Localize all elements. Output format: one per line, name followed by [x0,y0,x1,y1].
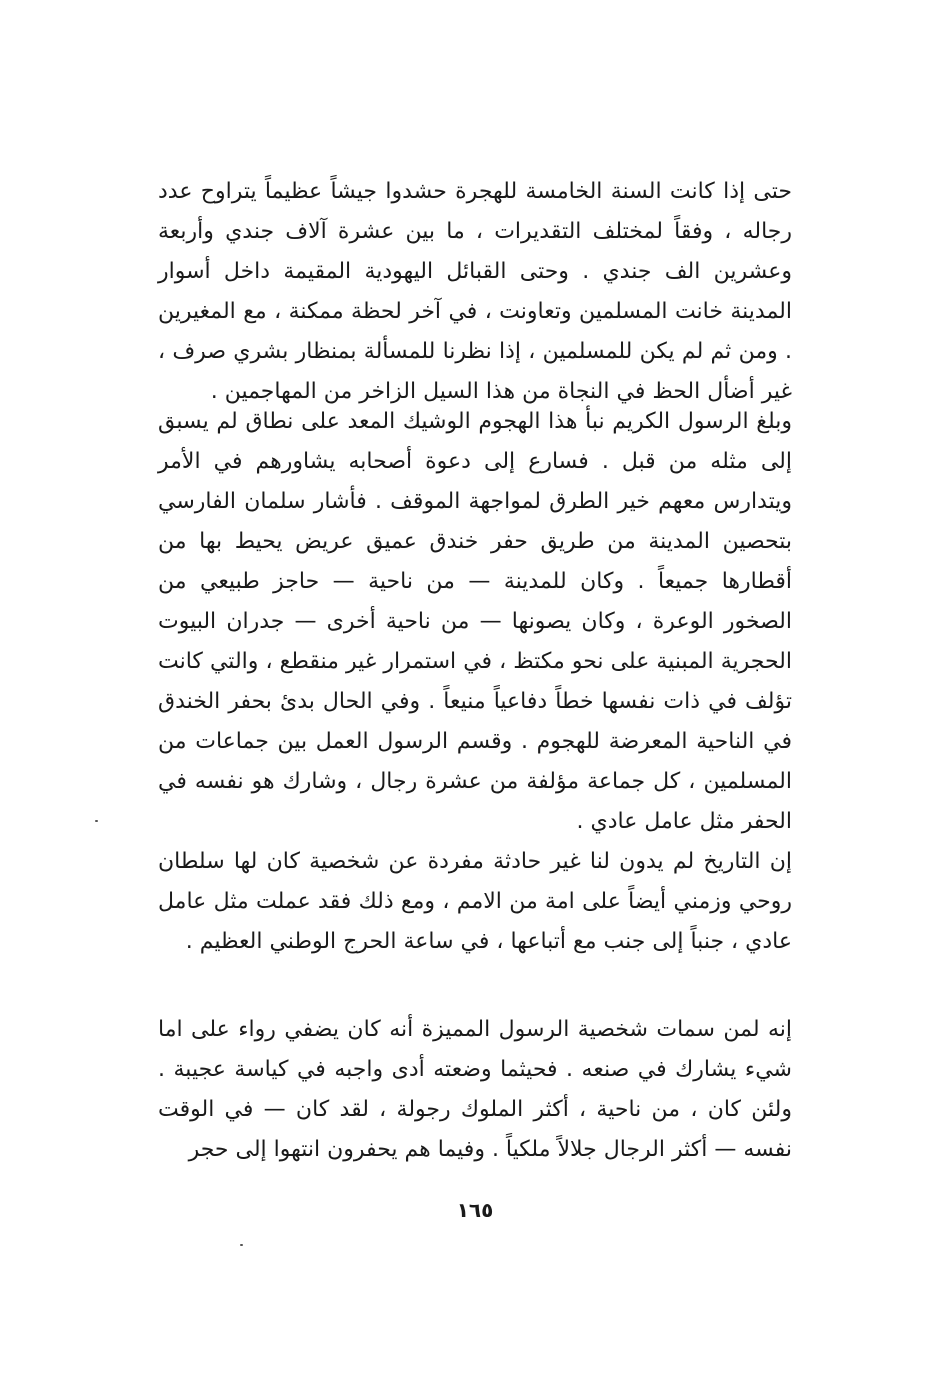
paragraph-enemy-army: حتى إذا كانت السنة الخامسة للهجرة حشدوا جيشاً عظيماً يتراوح عدد رجاله ، وفقاً لمختلف التقديرات ، ما بين عشرة آلاف جندي وأربعة وعشرين الف جندي . وحتى القبائل اليهودية المقيمة داخل أسوار المدينة خانت المسلمين وتعاونت ، في آخر لحظة ممكنة ، مع المغيرين . ومن ثم لم يكن للمسلمين ، إذا نظرنا للمسألة بمنظار بشري صرف ، غير أضأل الحظ في النجاة من هذا السيل الزاخر من المهاجمين . [158,179,792,404]
paragraph-prophet-character: إنه لمن سمات شخصية الرسول المميزة أنه كان يضفي رواء على اما شيء يشارك في صنعه . فحيثما وضعته أدى واجبه في كياسة عجيبة . ولئن كان ، من ناحية ، أكثر الملوك رجولة ، لقد كان — في الوقت نفسه — أكثر الرجال جلالاً ملكياً . وفيما هم يحفرون انتهوا إلى حجر [158,1017,792,1162]
paragraph-trench-digging: وبلغ الرسول الكريم نبأ هذا الهجوم الوشيك المعد على نطاق لم يسبق إلى مثله من قبل . فسارع إلى دعوة أصحابه يشاورهم في الأمر ويتدارس معهم خير الطرق لمواجهة الموقف . فأشار سلمان الفارسي بتحصين المدينة من طريق حفر خندق عميق عريض يحيط بها من أقطارها جميعاً . وكان للمدينة — من ناحية — حاجز طبيعي من الصخور الوعرة ، وكان يصونها — من ناحية أخرى — جدران البيوت الحجرية المبنية على نحو مكتظ ، في استمرار غير منقطع ، والتي كانت تؤلف في ذات نفسها خطاً دفاعياً منيعاً . وفي الحال بدئ بحفر الخندق في الناحية المعرضة للهجوم . وقسم الرسول العمل بين جماعات من المسلمين ، كل جماعة مؤلفة من عشرة رجال ، وشارك هو نفسه في الحفر مثل عامل عادي . [158,409,792,834]
scan-speck [240,1244,243,1246]
page-number: ١٦٥ [456,1198,494,1222]
scan-speck [95,820,98,822]
paragraph-history-note: إن التاريخ لم يدون لنا غير حادثة مفردة عن شخصية كان لها سلطان روحي وزمني أيضاً على امة من الامم ، ومع ذلك فقد عملت مثل عامل عادي ، جنباً إلى جنب مع أتباعها ، في ساعة الحرج الوطني العظيم . [158,849,792,954]
